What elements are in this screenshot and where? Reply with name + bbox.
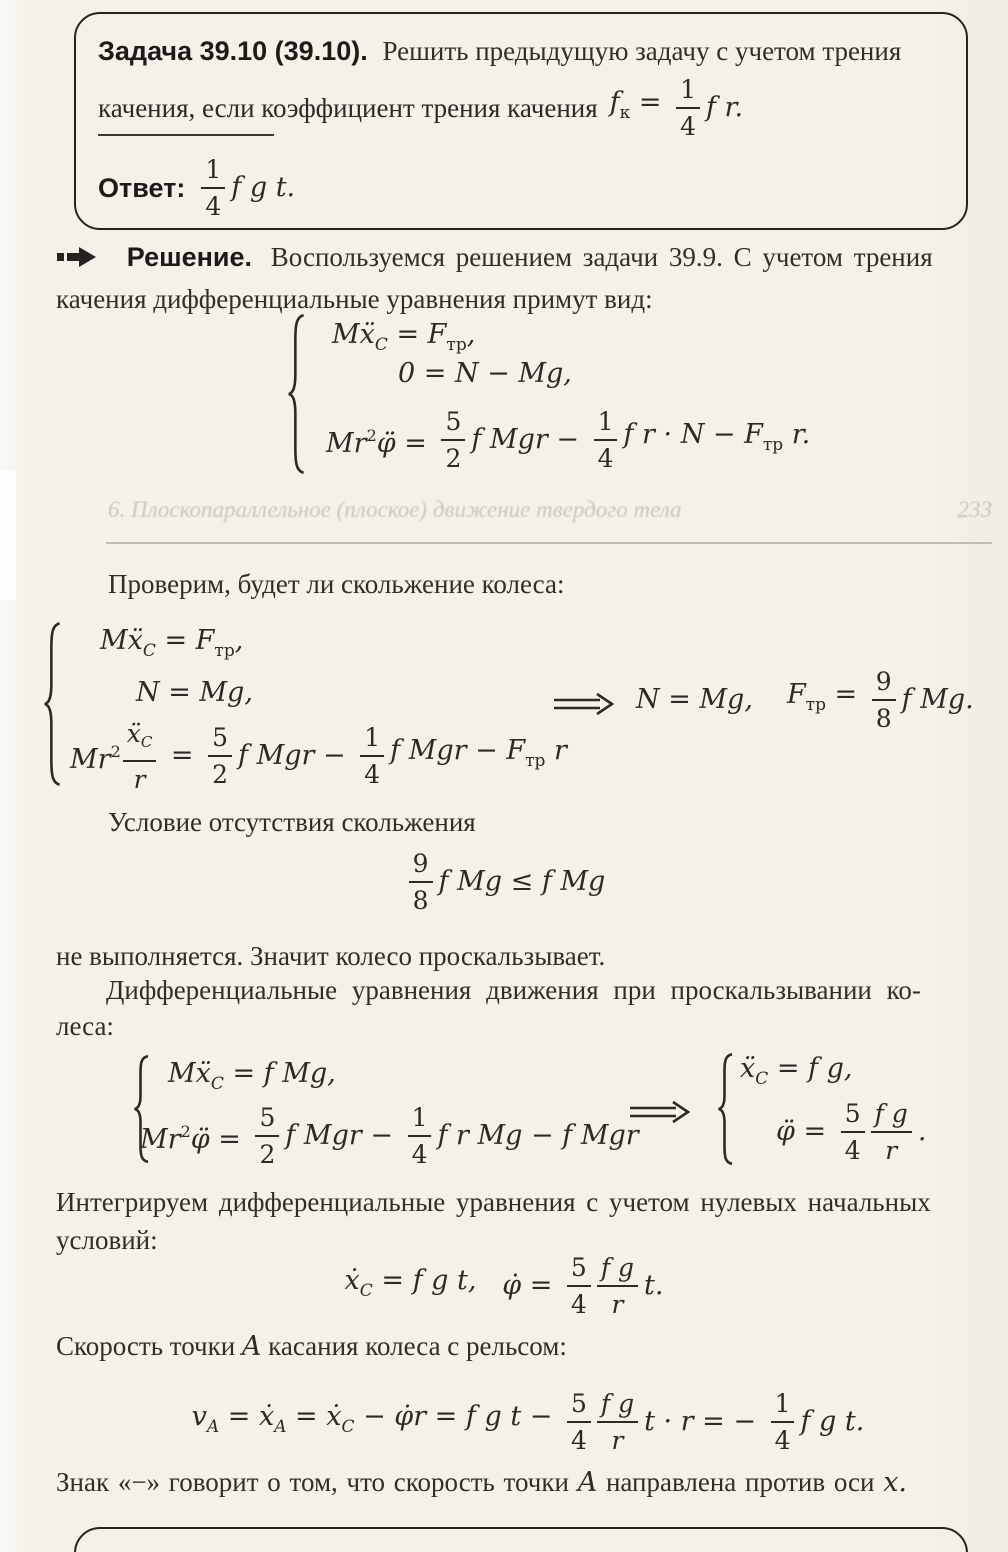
separator-rule bbox=[98, 134, 274, 136]
sys3-result-eq1: ẍ$_C$ = f g, bbox=[740, 1053, 853, 1089]
sys3-eq2-right: f r Mg − f Mgr bbox=[437, 1120, 639, 1151]
fraction bbox=[567, 1389, 591, 1455]
fraction-numerator: 1 bbox=[201, 155, 225, 189]
fraction-numerator: 9 bbox=[872, 667, 896, 701]
scan-light-band bbox=[0, 470, 16, 600]
sys2-result bbox=[636, 666, 974, 734]
fraction-denominator: 2 bbox=[259, 1140, 276, 1169]
fraction-numerator: 1 bbox=[771, 1389, 795, 1423]
fraction-numerator: 5 bbox=[255, 1103, 279, 1137]
fraction bbox=[360, 723, 384, 789]
sys2-eq3-eq: = bbox=[162, 740, 203, 771]
sys2-eq2: N = Mg, bbox=[136, 677, 253, 708]
fraction-denominator: 8 bbox=[412, 886, 429, 915]
solution-label: Решение. bbox=[126, 242, 253, 272]
system-brace-icon bbox=[42, 620, 64, 788]
answer-label: Ответ: bbox=[98, 173, 186, 203]
ghost-running-header bbox=[108, 497, 992, 523]
problem-box bbox=[74, 12, 968, 230]
fraction-denominator: 4 bbox=[570, 1290, 587, 1319]
equation-gap bbox=[476, 1269, 502, 1303]
fraction-numerator: 1 bbox=[360, 723, 384, 757]
fraction-denominator: r bbox=[885, 1136, 898, 1165]
sys1-eq2: 0 = N − Mg, bbox=[398, 358, 572, 389]
noslip-inequality bbox=[0, 848, 1008, 916]
sys3-result-eq2 bbox=[776, 1098, 926, 1166]
integrated-equations bbox=[0, 1252, 1008, 1320]
header-rule bbox=[106, 542, 992, 544]
ghost-chapter-title: 6. Плоскопараллельное (плоское) движение твердого тела bbox=[108, 497, 682, 522]
fraction bbox=[676, 75, 700, 141]
fraction-denominator: 4 bbox=[844, 1136, 861, 1165]
fraction-numerator: f g bbox=[597, 1389, 638, 1423]
sys3-result-eq2-left: φ̈ = bbox=[776, 1116, 835, 1147]
sys2-result-tail: f Mg. bbox=[901, 684, 974, 715]
sys2-eq3 bbox=[70, 718, 567, 794]
fraction bbox=[123, 719, 157, 794]
problem-number: Задача 39.10 (39.10). bbox=[98, 36, 368, 66]
fraction bbox=[201, 155, 225, 221]
fraction bbox=[255, 1103, 279, 1169]
sys3-eq2 bbox=[140, 1102, 639, 1170]
slip-paragraph-1: не выполняется. Значит колесо проскальзывает. bbox=[56, 941, 606, 971]
sys2-result-n: N = Mg, bbox=[636, 684, 753, 715]
implies-arrow-icon bbox=[550, 690, 616, 718]
fraction-denominator: 4 bbox=[774, 1426, 791, 1455]
fraction-numerator: 5 bbox=[441, 407, 465, 441]
sys1-eq3-right: f $r \cdot N - F_{тр}$ r. bbox=[623, 419, 811, 455]
slip-paragraph-3: леса: bbox=[56, 1011, 114, 1041]
integrate-paragraph-line2: условий: bbox=[56, 1225, 158, 1255]
answer-line bbox=[98, 154, 295, 222]
integrated-eq-phi: φ̇ = bbox=[502, 1270, 561, 1301]
fraction bbox=[872, 667, 896, 733]
fraction-denominator: 4 bbox=[411, 1140, 428, 1169]
solution-intro-line2: качения дифференциальные уравнения примут вид: bbox=[56, 284, 653, 314]
fraction-numerator: 5 bbox=[567, 1389, 591, 1423]
speed-paragraph: Скорость точки A касания колеса с рельсом: bbox=[56, 1331, 567, 1362]
fraction-denominator: 4 bbox=[364, 760, 381, 789]
fraction-denominator: 4 bbox=[205, 192, 222, 221]
sys3-eq2-left: $Mr^2\varphï$ = bbox=[140, 1122, 250, 1155]
inequality-tail: f Mg ≤ f Mg bbox=[438, 866, 606, 897]
fraction-numerator: 1 bbox=[408, 1103, 432, 1137]
fraction-numerator: 1 bbox=[594, 407, 618, 441]
solution-intro-text: Воспользуемся решением задачи 39.9. С учетом трения bbox=[270, 242, 933, 272]
integrated-eq-x: ẋ$_C$ = f g t, bbox=[344, 1265, 477, 1301]
integrate-paragraph-line1: Интегрируем дифференциальные уравнения с учетом нулевых начальных bbox=[56, 1187, 931, 1217]
fraction-numerator: 5 bbox=[567, 1253, 591, 1287]
answer-expression: f g t. bbox=[231, 172, 296, 203]
velocity-eq-left: $v_A$ = ẋ$_A$ = ẋ$_C$ − φ̇r = f g t − bbox=[191, 1401, 561, 1437]
sys3-eq2-mid: f Mgr − bbox=[285, 1120, 402, 1151]
check-paragraph: Проверим, будет ли скольжение колеса: bbox=[108, 569, 565, 599]
fraction-denominator: 2 bbox=[212, 760, 229, 789]
system-brace-icon bbox=[716, 1052, 736, 1166]
fraction-denominator: r bbox=[611, 1290, 624, 1319]
fraction bbox=[408, 1103, 432, 1169]
sys1-eq3 bbox=[326, 406, 810, 474]
fraction bbox=[871, 1099, 912, 1165]
fraction bbox=[771, 1389, 795, 1455]
sys1-eq3-left: $Mr^2\varphï$ = bbox=[326, 426, 436, 459]
axis-x: x. bbox=[883, 1467, 908, 1498]
sys3-eq1: Mẍ$_C$ = f Mg, bbox=[168, 1058, 336, 1094]
next-problem-box-edge bbox=[74, 1527, 968, 1552]
implies-arrow-icon bbox=[626, 1098, 692, 1126]
sys1-eq3-mid: f Mgr − bbox=[471, 424, 588, 455]
velocity-eq-mid: t · r = − bbox=[644, 1406, 765, 1437]
sys2-eq3-right: f Mgr − $F_{тр}$ r bbox=[390, 735, 567, 771]
fraction-denominator: 2 bbox=[445, 444, 462, 473]
fraction-denominator: 4 bbox=[680, 112, 696, 141]
final-paragraph: Знак «−» говорит о том, что скорость точки A направлена против оси x. bbox=[56, 1467, 908, 1498]
integrated-eq-tail: t. bbox=[644, 1270, 664, 1301]
problem-statement-text-1: Решить предыдущую задачу с учетом трения bbox=[382, 36, 902, 66]
fraction bbox=[441, 407, 465, 473]
fraction bbox=[409, 849, 433, 915]
velocity-eq-tail: f g t. bbox=[800, 1406, 865, 1437]
sys2-eq1: Mẍ$_C$ = $F_{тр}$, bbox=[100, 625, 244, 661]
rolling-friction-coefficient: $f_к$ = bbox=[609, 87, 671, 123]
sys1-eq1: Mẍ$_C$ = $F_{тр}$, bbox=[332, 319, 476, 355]
sys2-result-f: $F_{тр}$ = bbox=[786, 679, 866, 715]
fraction bbox=[594, 407, 618, 473]
solution-intro-line1 bbox=[56, 240, 933, 274]
system-brace-icon bbox=[286, 312, 308, 476]
fraction-denominator: r bbox=[133, 764, 146, 794]
fraction bbox=[597, 1253, 638, 1319]
fraction bbox=[841, 1099, 865, 1165]
point-A: A bbox=[241, 1331, 262, 1362]
fraction-numerator: ẍ$_C$ bbox=[123, 719, 157, 762]
point-A: A bbox=[577, 1467, 598, 1498]
fraction bbox=[567, 1253, 591, 1319]
sys3-result-eq2-dot: . bbox=[917, 1116, 927, 1147]
coefficient-tail: f r. bbox=[705, 92, 744, 123]
fraction-denominator: 4 bbox=[570, 1426, 587, 1455]
fraction bbox=[597, 1389, 638, 1455]
fraction-numerator: 5 bbox=[841, 1099, 865, 1133]
fraction-denominator: 8 bbox=[875, 704, 892, 733]
sys2-eq3-mid: f Mgr − bbox=[238, 740, 355, 771]
fraction-numerator: 1 bbox=[676, 75, 700, 109]
fraction-numerator: 9 bbox=[409, 849, 433, 883]
sys2-eq3-left: Mr$^2$ bbox=[70, 742, 121, 775]
fraction-denominator: r bbox=[611, 1426, 624, 1455]
problem-statement-line2 bbox=[98, 74, 743, 142]
slip-paragraph-2: Дифференциальные уравнения движения при проскальзывании ко- bbox=[106, 975, 921, 1005]
fraction-numerator: 5 bbox=[208, 723, 232, 757]
fraction bbox=[208, 723, 232, 789]
ghost-page-number: 233 bbox=[957, 497, 992, 522]
fraction-numerator: f g bbox=[597, 1253, 638, 1287]
noslip-paragraph: Условие отсутствия скольжения bbox=[108, 807, 476, 837]
problem-statement-line1 bbox=[98, 34, 901, 68]
velocity-equation bbox=[0, 1388, 1008, 1456]
problem-statement-text-2: качения, если коэффициент трения качения bbox=[98, 93, 598, 123]
fraction-denominator: 4 bbox=[597, 444, 614, 473]
solution-marker-icon bbox=[56, 244, 102, 270]
fraction-numerator: f g bbox=[871, 1099, 912, 1133]
